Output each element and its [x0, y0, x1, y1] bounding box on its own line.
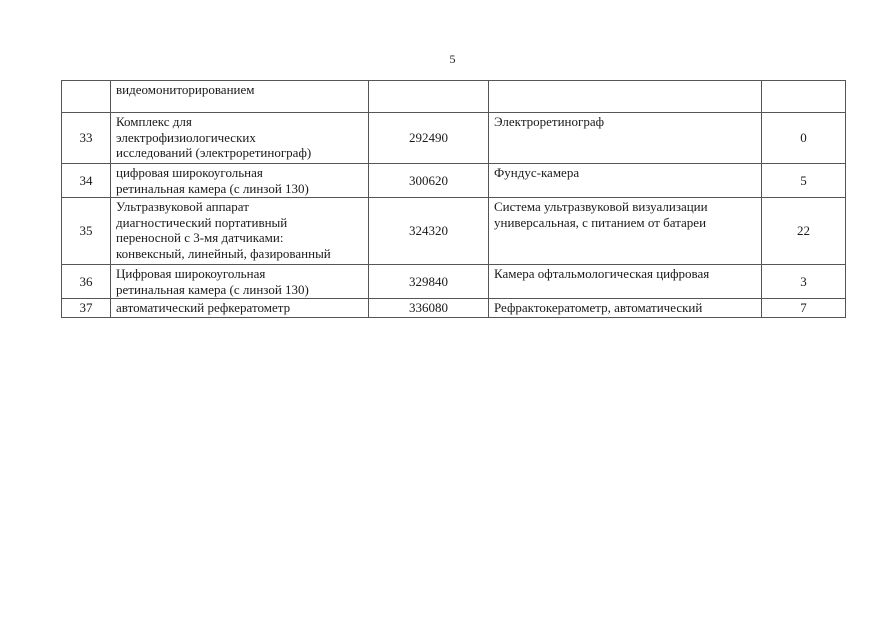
quantity-cell: 0 [762, 113, 846, 164]
equipment-name-line: переносной с 3-мя датчиками: [116, 230, 284, 245]
equipment-code-cell [369, 81, 489, 113]
equipment-name-line: Комплекс для [116, 114, 192, 129]
equipment-name-cell [111, 164, 369, 198]
equipment-code-cell: 336080 [369, 299, 489, 318]
quantity-cell: 22 [762, 198, 846, 265]
equipment-name-cell [111, 81, 369, 113]
equipment-code-cell: 324320 [369, 198, 489, 265]
page-number: 5 [449, 52, 456, 66]
table-row [62, 299, 846, 318]
table-row [62, 113, 846, 164]
equipment-code-cell: 292490 [369, 113, 489, 164]
equipment-type-cell [489, 164, 762, 198]
equipment-type-cell [489, 265, 762, 299]
equipment-table [61, 80, 846, 318]
table-row [62, 265, 846, 299]
equipment-type-cell [489, 198, 762, 265]
equipment-type-cell [489, 81, 762, 113]
equipment-name-line: диагностический портативный [116, 214, 288, 230]
equipment-name-line: конвексный, линейный, фазированный [116, 245, 331, 261]
row-number-cell: 33 [62, 113, 111, 164]
equipment-name-line: ретинальная камера (с линзой 130) [116, 180, 309, 196]
equipment-name-line: Ультразвуковой аппарат [116, 199, 249, 214]
quantity-cell [762, 81, 846, 113]
equipment-type-line: Камера офтальмологическая цифровая [494, 266, 710, 281]
table-row [62, 164, 846, 198]
equipment-type-line: Система ультразвуковой визуализации [494, 199, 708, 214]
equipment-name-cell [111, 299, 369, 318]
equipment-type-line: Рефрактокератометр, автоматический [494, 300, 703, 315]
row-number-cell: 37 [62, 299, 111, 318]
equipment-type-line: Фундус-камера [494, 165, 580, 180]
quantity-cell: 7 [762, 299, 846, 318]
equipment-name-line: Цифровая широкоугольная [116, 266, 266, 281]
equipment-type-cell [489, 113, 762, 164]
row-number-cell: 36 [62, 265, 111, 299]
row-number-cell: 35 [62, 198, 111, 265]
quantity-cell: 3 [762, 265, 846, 299]
equipment-name-cell [111, 265, 369, 299]
row-number-cell [62, 81, 111, 113]
equipment-type-line: Электроретинограф [494, 114, 605, 129]
table-row [62, 81, 846, 113]
equipment-name-line: электрофизиологических [116, 129, 256, 145]
equipment-type-line: универсальная, с питанием от батареи [494, 214, 707, 230]
equipment-type-cell [489, 299, 762, 318]
equipment-code-cell: 300620 [369, 164, 489, 198]
equipment-name-line: ретинальная камера (с линзой 130) [116, 281, 309, 297]
equipment-name-line: видеомониторированием [116, 82, 255, 97]
table-row [62, 198, 846, 265]
equipment-name-line: цифровая широкоугольная [116, 165, 263, 180]
equipment-name-cell [111, 113, 369, 164]
quantity-cell: 5 [762, 164, 846, 198]
equipment-code-cell: 329840 [369, 265, 489, 299]
equipment-name-cell [111, 198, 369, 265]
row-number-cell: 34 [62, 164, 111, 198]
equipment-name-line: исследований (электроретинограф) [116, 145, 312, 160]
equipment-name-line: автоматический рефкератометр [116, 300, 291, 315]
